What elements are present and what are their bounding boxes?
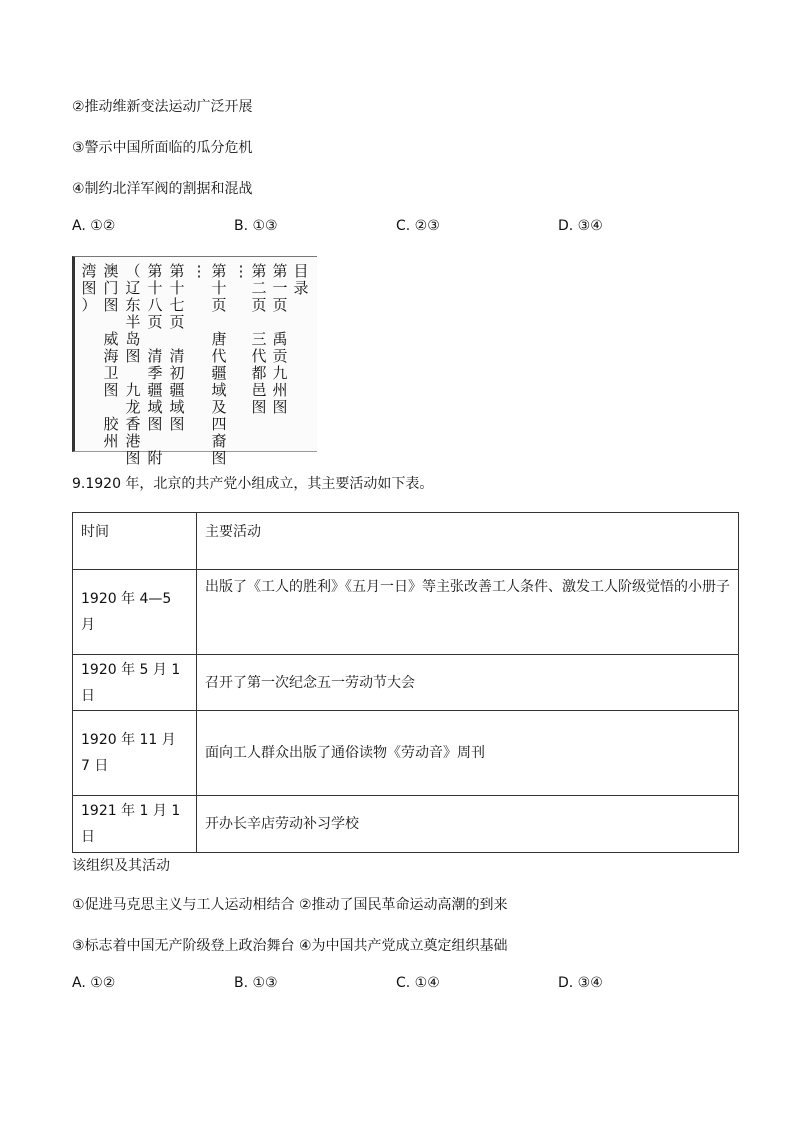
catalog-col-5: ⋮ [191,262,207,280]
table-cell-time: 1920 年 4—5 月 [73,570,197,655]
catalog-col-0: 目 录 [293,262,309,297]
catalog-col-3: ⋮ [233,262,249,280]
catalog-col-9: 澳 门 图 威 海 卫 图 胶 州 [103,262,119,450]
table-cell-activity: 面向工人群众出版了通俗读物《劳动音》周刊 [197,711,739,796]
q8-option-c[interactable]: C. ②③ [396,218,440,234]
table-cell-activity: 出版了《工人的胜利》《五月一日》等主张改善工人条件、激发工人阶级觉悟的小册子 [197,570,739,655]
table-row [73,570,739,655]
q8-options [72,218,732,238]
table-cell-time: 1920 年 11 月 7 日 [73,711,197,796]
table-cell-activity: 召开了第一次纪念五一劳动节大会 [197,655,739,711]
q8-option-b[interactable]: B. ①③ [234,218,278,234]
q9-options [72,975,732,995]
q9-statements-1: ①促进马克思主义与工人运动相结合 ②推动了国民革命运动高潮的到来 [72,897,508,913]
table-header-activity: 主要活动 [197,513,739,570]
q9-activities-table [72,512,739,853]
table-cell-time: 1921 年 1 月 1 日 [73,796,197,853]
table-header-row [73,513,739,570]
catalog-col-2: 第 二 页 三 代 都 邑 图 [251,262,267,416]
q9-statements-2: ③标志着中国无产阶级登上政治舞台 ④为中国共产党成立奠定组织基础 [72,938,508,954]
q9-lead: 该组织及其活动 [72,858,170,874]
q8-option-a[interactable]: A. ①② [72,218,116,234]
table-row [73,796,739,853]
q9-option-a[interactable]: A. ①② [72,975,116,991]
catalog-col-4: 第 十 页 唐 代 疆 域 及 四 裔 图 [211,262,227,467]
table-row [73,711,739,796]
q9-option-d[interactable]: D. ③④ [558,975,603,991]
q9-option-c[interactable]: C. ①④ [396,975,440,991]
catalog-col-7: 第 十 八 页 清 季 疆 域 图 附 [147,262,163,467]
catalog-col-10: 湾 图 ） [81,262,97,314]
table-row [73,655,739,711]
table-cell-activity: 开办长辛店劳动补习学校 [197,796,739,853]
catalog-col-1: 第 一 页 禹 贡 九 州 图 [272,262,288,416]
q9-option-b[interactable]: B. ①③ [234,975,278,991]
map-atlas-catalog-image [72,256,317,467]
q8-item-3: ③警示中国所面临的瓜分危机 [72,140,253,156]
q8-item-2: ②推动维新变法运动广泛开展 [72,99,253,115]
catalog-col-8: （ 辽 东 半 岛 图 九 龙 香 港 图 [125,262,141,467]
q8-option-d[interactable]: D. ③④ [558,218,603,234]
table-header-time: 时间 [73,513,197,570]
table-cell-time: 1920 年 5 月 1 日 [73,655,197,711]
q8-item-4: ④制约北洋军阀的割据和混战 [72,181,253,197]
catalog-col-6: 第 十 七 页 清 初 疆 域 图 [169,262,185,433]
q9-stem: 9.1920 年，北京的共产党小组成立，其主要活动如下表。 [72,476,434,492]
